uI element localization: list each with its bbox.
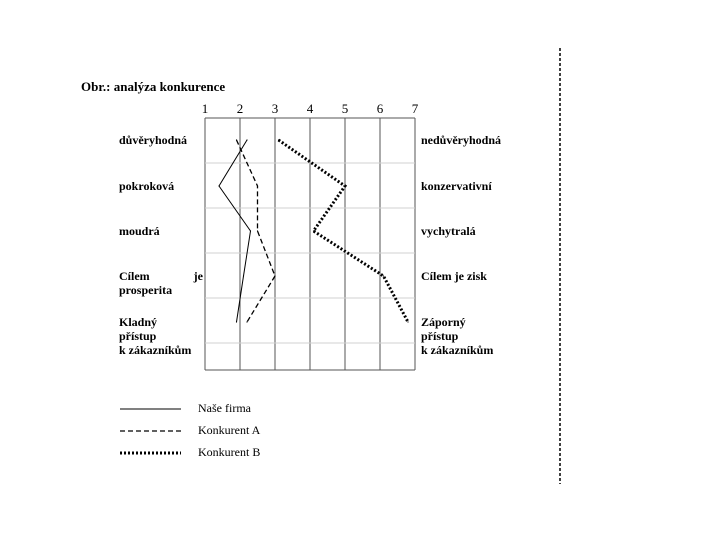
series-line-2: [237, 140, 276, 322]
series-3-point-3: [313, 230, 314, 231]
series-1-point-2: [218, 185, 219, 186]
left-label-2: pokroková: [119, 179, 175, 193]
legend-label-2: Konkurent A: [198, 423, 261, 437]
left-label-5: Kladný přístup k zákazníkům: [119, 315, 192, 357]
right-label-2: konzervativní: [421, 179, 492, 193]
series-3-point-5: [407, 321, 408, 322]
series-2-point-3: [257, 230, 258, 231]
series-line-3: [279, 140, 409, 322]
series-1-point-3: [250, 230, 251, 231]
legend-label-3: Konkurent B: [198, 445, 261, 459]
series-1-point-1: [246, 139, 247, 140]
series-2-point-5: [246, 321, 247, 322]
right-label-1: nedůvěryhodná: [421, 133, 502, 147]
x-tick-label-3: 3: [271, 101, 279, 116]
legend-label-1: Naše firma: [198, 401, 251, 415]
left-label-3: moudrá: [119, 224, 160, 238]
right-label-5: Záporný přístup k zákazníkům: [421, 315, 494, 357]
x-tick-label-1: 1: [201, 101, 209, 116]
chart-grid: [205, 118, 415, 370]
series-2-point-1: [236, 139, 237, 140]
x-tick-label-6: 6: [376, 101, 384, 116]
series-1-point-4: [243, 275, 244, 276]
left-label-4: Cílem je prosperita: [119, 269, 203, 297]
series-2-point-4: [274, 275, 275, 276]
x-tick-label-2: 2: [236, 101, 244, 116]
series-line-1: [219, 140, 251, 322]
x-tick-label-7: 7: [411, 101, 419, 116]
right-label-4: Cílem je zisk: [421, 269, 487, 283]
series-3-point-1: [278, 139, 279, 140]
series-3-point-4: [383, 275, 384, 276]
series-2-point-2: [257, 185, 258, 186]
series-3-point-2: [344, 185, 345, 186]
x-tick-label-4: 4: [306, 101, 314, 116]
chart-title: Obr.: analýza konkurence: [81, 79, 226, 94]
x-tick-label-5: 5: [341, 101, 349, 116]
series-1-point-5: [236, 321, 237, 322]
left-label-1: důvěryhodná: [119, 133, 188, 147]
legend-lines: [120, 409, 181, 453]
right-label-3: vychytralá: [421, 224, 476, 238]
